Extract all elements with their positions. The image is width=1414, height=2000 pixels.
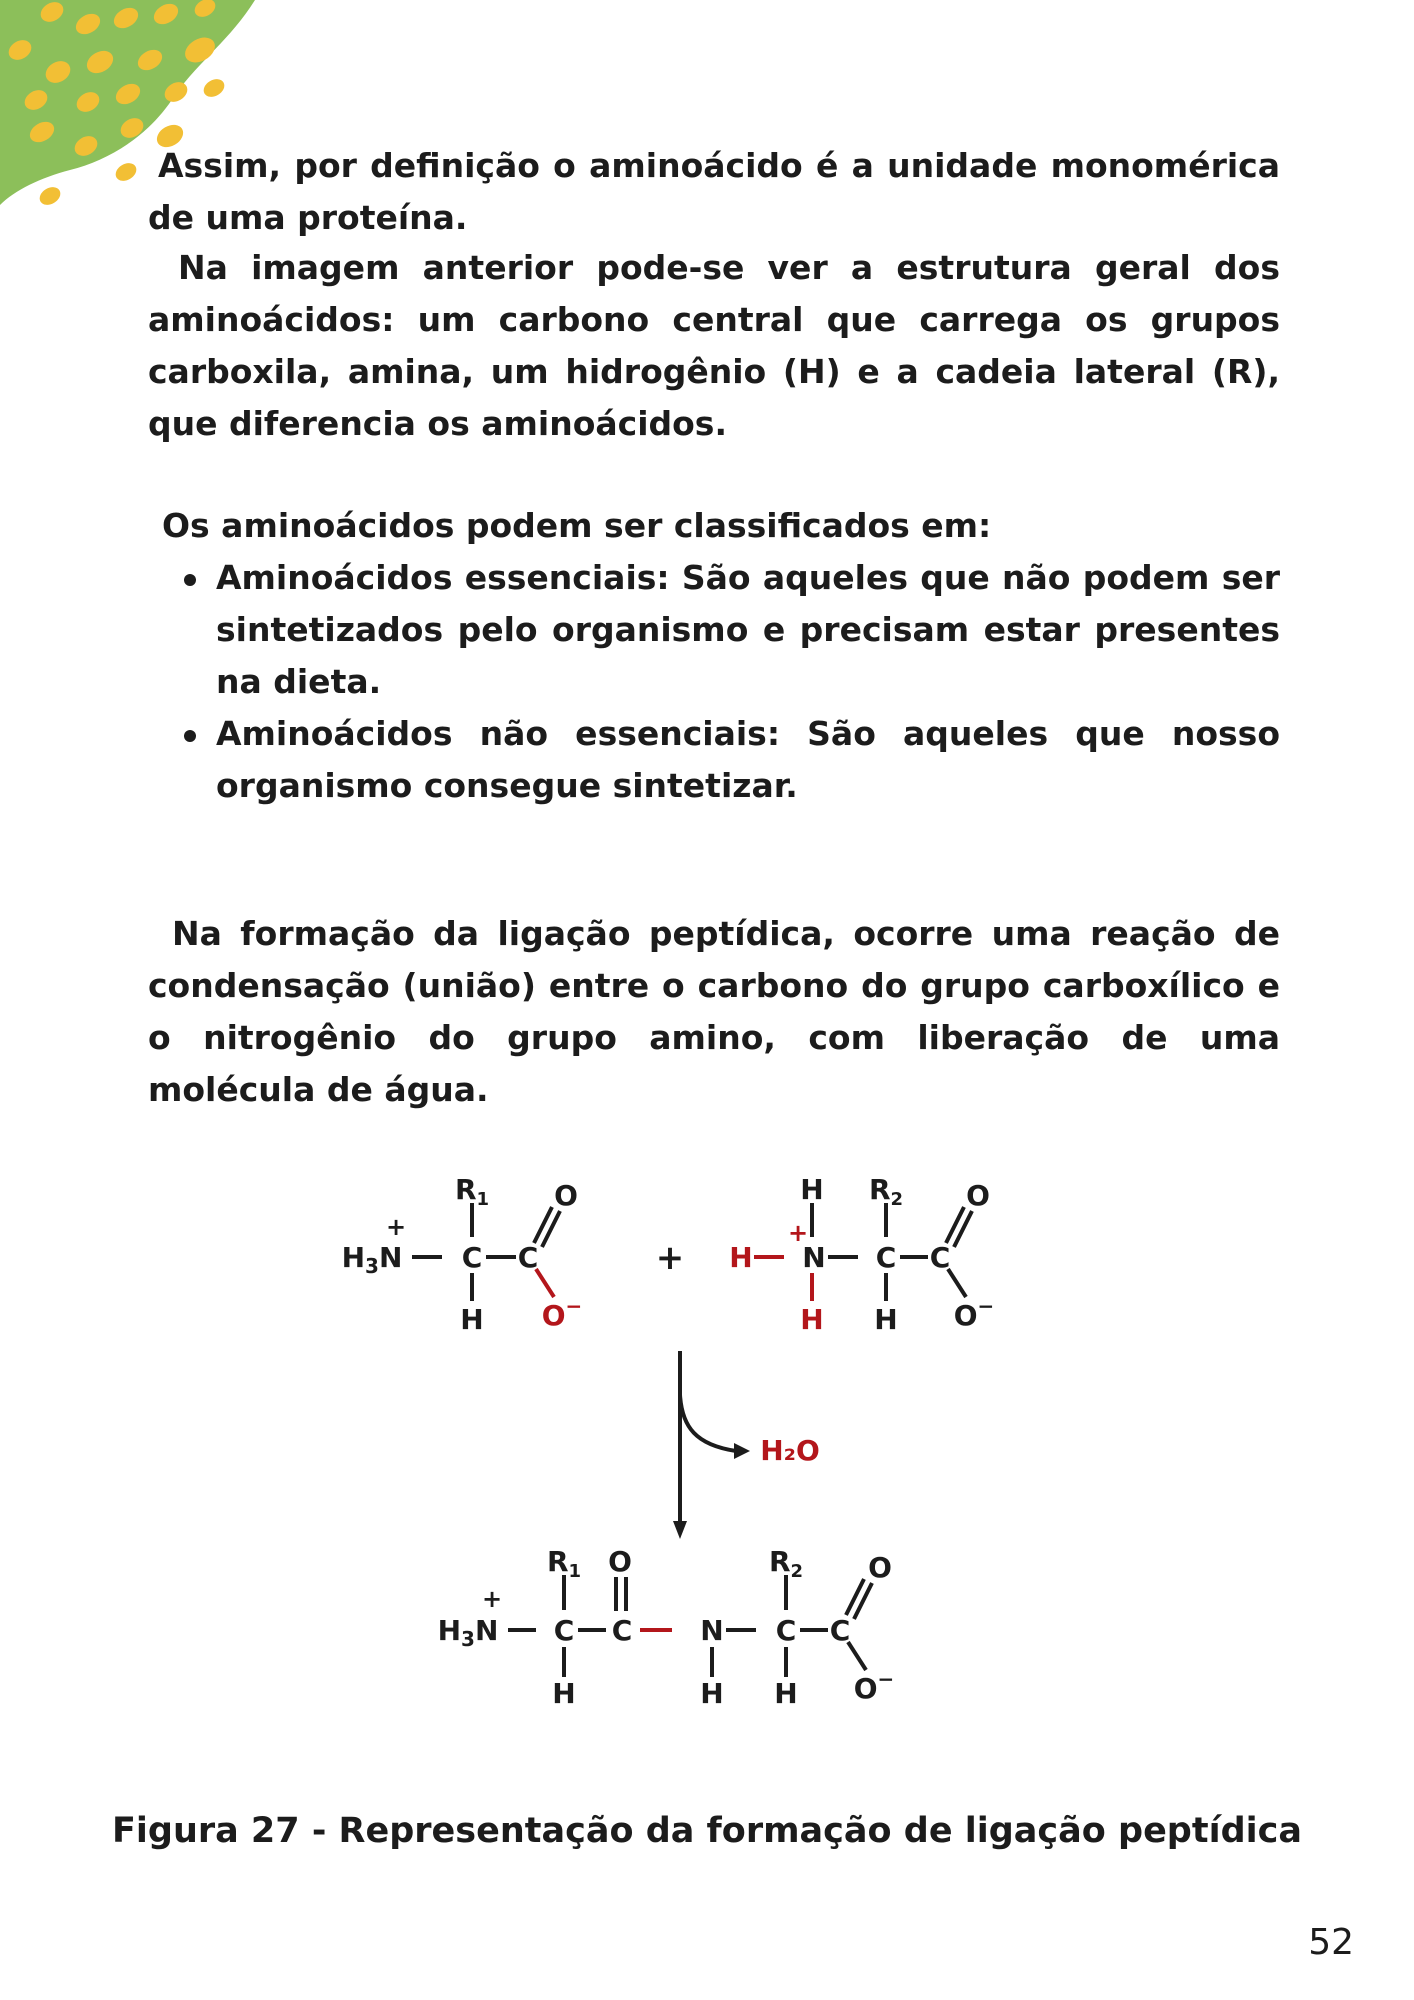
bond-c2-o-double-a-product xyxy=(846,1579,864,1615)
bond-c2-o-minus-product xyxy=(848,1642,866,1670)
svg-text:H: H xyxy=(874,1303,898,1336)
svg-text:R2: $R_2$ xyxy=(768,1545,804,1582)
paragraph-classification-intro: Os aminoácidos podem ser classificados em: xyxy=(162,506,992,545)
list-item: Aminoácidos essenciais: São aqueles que não podem ser sintetizados pelo organismo e precisam estar presentes na dieta. xyxy=(190,552,1280,708)
svg-text:R1: $R_1$ xyxy=(546,1545,582,1582)
reaction-arrow-head xyxy=(673,1521,687,1539)
svg-text:C: C xyxy=(461,1241,483,1274)
svg-text:R1: $R_1$ xyxy=(454,1173,490,1210)
svg-text:C: C xyxy=(929,1241,951,1274)
svg-text:C: C xyxy=(553,1614,575,1647)
bond-c2-o-minus xyxy=(948,1269,966,1297)
svg-text:C: C xyxy=(775,1614,797,1647)
svg-text:H3N: $H_3N$ xyxy=(437,1614,499,1651)
water-release-curve xyxy=(680,1395,736,1451)
bond-c2-o-double-b xyxy=(954,1211,972,1247)
svg-text:O−: O− xyxy=(853,1667,895,1705)
bond-c2-o-double-a xyxy=(946,1207,964,1243)
svg-text:H: H xyxy=(800,1303,824,1336)
svg-text:O: O xyxy=(868,1551,892,1584)
svg-text:H: H xyxy=(460,1303,484,1336)
svg-text:R2: $R_2$ xyxy=(868,1173,904,1210)
water-byproduct: H₂O xyxy=(760,1434,820,1467)
list-item: Aminoácidos não essenciais: São aqueles que nosso organismo consegue sintetizar. xyxy=(190,708,1280,812)
svg-text:C: C xyxy=(829,1614,851,1647)
paragraph-general-structure: Na imagem anterior pode-se ver a estrutura geral dos aminoácidos: um carbono central que carrega os grupos carboxila, amina, um hidrogênio (H) e a cadeia lateral (R), que diferencia os aminoácidos. xyxy=(148,248,1280,443)
svg-text:N: N xyxy=(700,1614,724,1647)
svg-text:H: H xyxy=(800,1173,824,1206)
svg-text:C: C xyxy=(517,1241,539,1274)
svg-text:O: O xyxy=(966,1179,990,1212)
svg-text:C: C xyxy=(875,1241,897,1274)
classification-list xyxy=(190,552,1280,812)
bond-c2-o-double-b-product xyxy=(854,1583,872,1619)
bond-c1-o-double-b xyxy=(542,1211,560,1247)
water-arrow-head xyxy=(734,1443,750,1459)
svg-text:O: O xyxy=(554,1179,578,1212)
svg-text:O−: O− xyxy=(953,1294,995,1332)
bond-c1-o-minus xyxy=(536,1269,554,1297)
svg-text:O: O xyxy=(608,1545,632,1578)
svg-text:C: C xyxy=(611,1614,633,1647)
svg-text:H: H xyxy=(729,1241,753,1274)
svg-text:+: + xyxy=(481,1585,503,1613)
peptide-bond-reaction-figure xyxy=(300,1155,1060,1735)
svg-text:H3N: $H_3N$ xyxy=(341,1241,403,1278)
svg-text:H: H xyxy=(700,1677,724,1710)
paragraph-peptide-bond: Na formação da ligação peptídica, ocorre uma reação de condensação (união) entre o carbono do grupo carboxílico e o nitrogênio do grupo amino, com liberação de uma molécula de água. xyxy=(148,914,1280,1109)
svg-text:H: H xyxy=(552,1677,576,1710)
plus-sign: + xyxy=(655,1238,685,1278)
svg-text:H: H xyxy=(774,1677,798,1710)
figure-caption: Figura 27 - Representação da formação de ligação peptídica xyxy=(111,1811,1303,1851)
svg-text:+: + xyxy=(787,1219,809,1247)
page-number: 52 xyxy=(1308,1922,1354,1963)
svg-text:N: N xyxy=(802,1241,826,1274)
paragraph-monomer-definition: Assim, por definição o aminoácido é a unidade monomérica de uma proteína. xyxy=(148,146,1280,237)
bond-c1-o-double-a xyxy=(534,1207,552,1243)
svg-text:+: + xyxy=(385,1213,407,1241)
svg-text:O−: O− xyxy=(541,1294,583,1332)
